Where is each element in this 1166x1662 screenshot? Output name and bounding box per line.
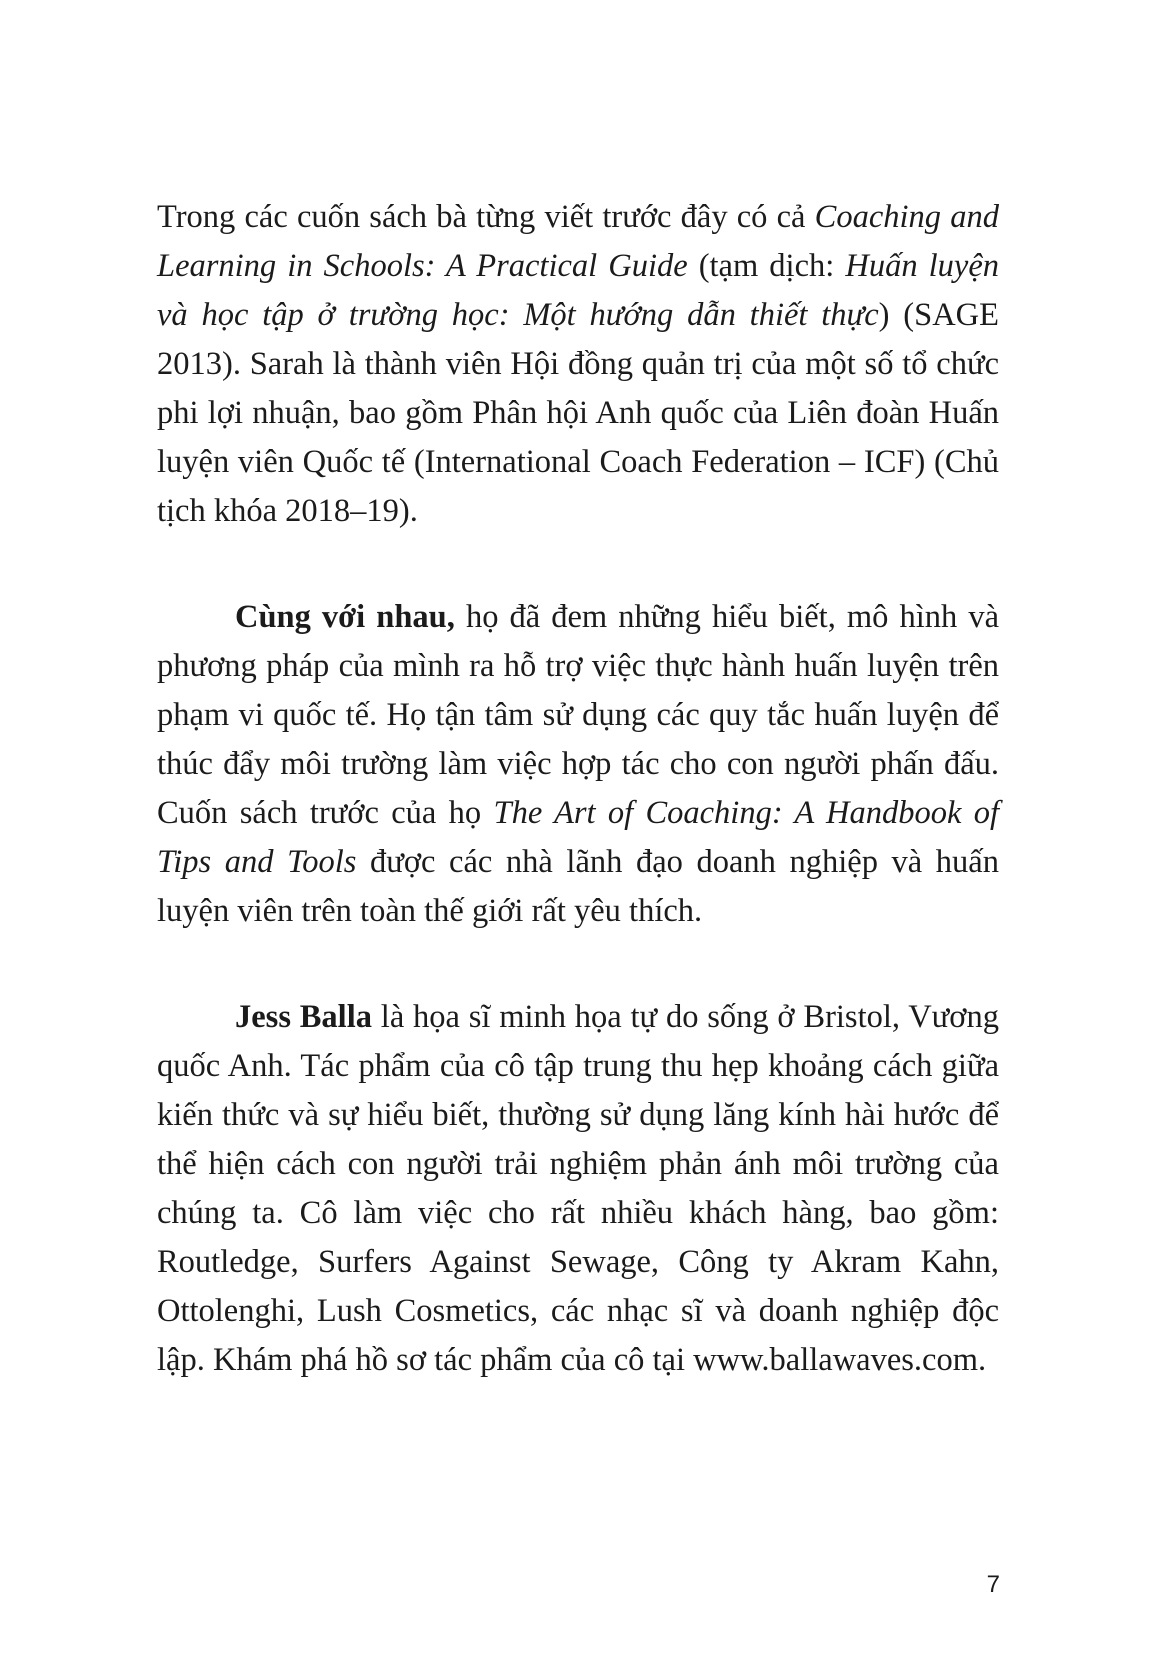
- para1-book-title: Coaching and Learning in Schools: A Practical Guide: [157, 199, 999, 284]
- para2-lead: Cùng với nhau,: [235, 599, 455, 635]
- para1-text-1: Trong các cuốn sách bà từng viết trước đây có cả: [157, 199, 815, 235]
- para1-book-title-translation: Huấn luyện và học tập ở trường học: Một hướng dẫn thiết thực: [157, 248, 999, 333]
- para3-text-1: là họa sĩ minh họa tự do sống ở Bristol, Vương quốc Anh. Tác phẩm của cô tập trung thu hẹp khoảng cách giữa kiến thức và sự hiểu biết, thường sử dụng lăng kính hài hước để thể hiện cách con người trải nghiệm phản ánh môi trường của chúng ta. Cô làm việc cho rất nhiều khách hàng, bao gồm: Routledge, Surfers Against Sewage, Công ty Akram Kahn, Ottolenghi, Lush Cosmetics, các nhạc sĩ và doanh nghiệp độc lập. Khám phá hồ sơ tác phẩm của cô tại www.ballawaves.com.: [157, 999, 999, 1378]
- paragraph-together: [157, 593, 999, 936]
- page-number: 7: [986, 1571, 1000, 1598]
- para1-text-2: (tạm dịch:: [687, 248, 846, 284]
- para2-text-2: được các nhà lãnh đạo doanh nghiệp và huấn luyện viên trên toàn thế giới rất yêu thích.: [157, 844, 999, 929]
- para2-book-title: The Art of Coaching: A Handbook of Tips and Tools: [157, 795, 999, 880]
- para3-lead: Jess Balla: [235, 999, 372, 1035]
- para2-text-1: họ đã đem những hiểu biết, mô hình và phương pháp của mình ra hỗ trợ việc thực hành huấn luyện trên phạm vi quốc tế. Họ tận tâm sử dụng các quy tắc huấn luyện để thúc đẩy môi trường làm việc hợp tác cho con người phấn đấu. Cuốn sách trước của họ: [157, 599, 999, 831]
- paragraph-illustrator: [157, 993, 999, 1385]
- paragraph-previous-books: [157, 193, 999, 536]
- para1-text-3: ) (SAGE 2013). Sarah là thành viên Hội đồng quản trị của một số tổ chức phi lợi nhuận, bao gồm Phân hội Anh quốc của Liên đoàn Huấn luyện viên Quốc tế (International Coach Federation – ICF) (Chủ tịch khóa 2018–19).: [157, 297, 999, 529]
